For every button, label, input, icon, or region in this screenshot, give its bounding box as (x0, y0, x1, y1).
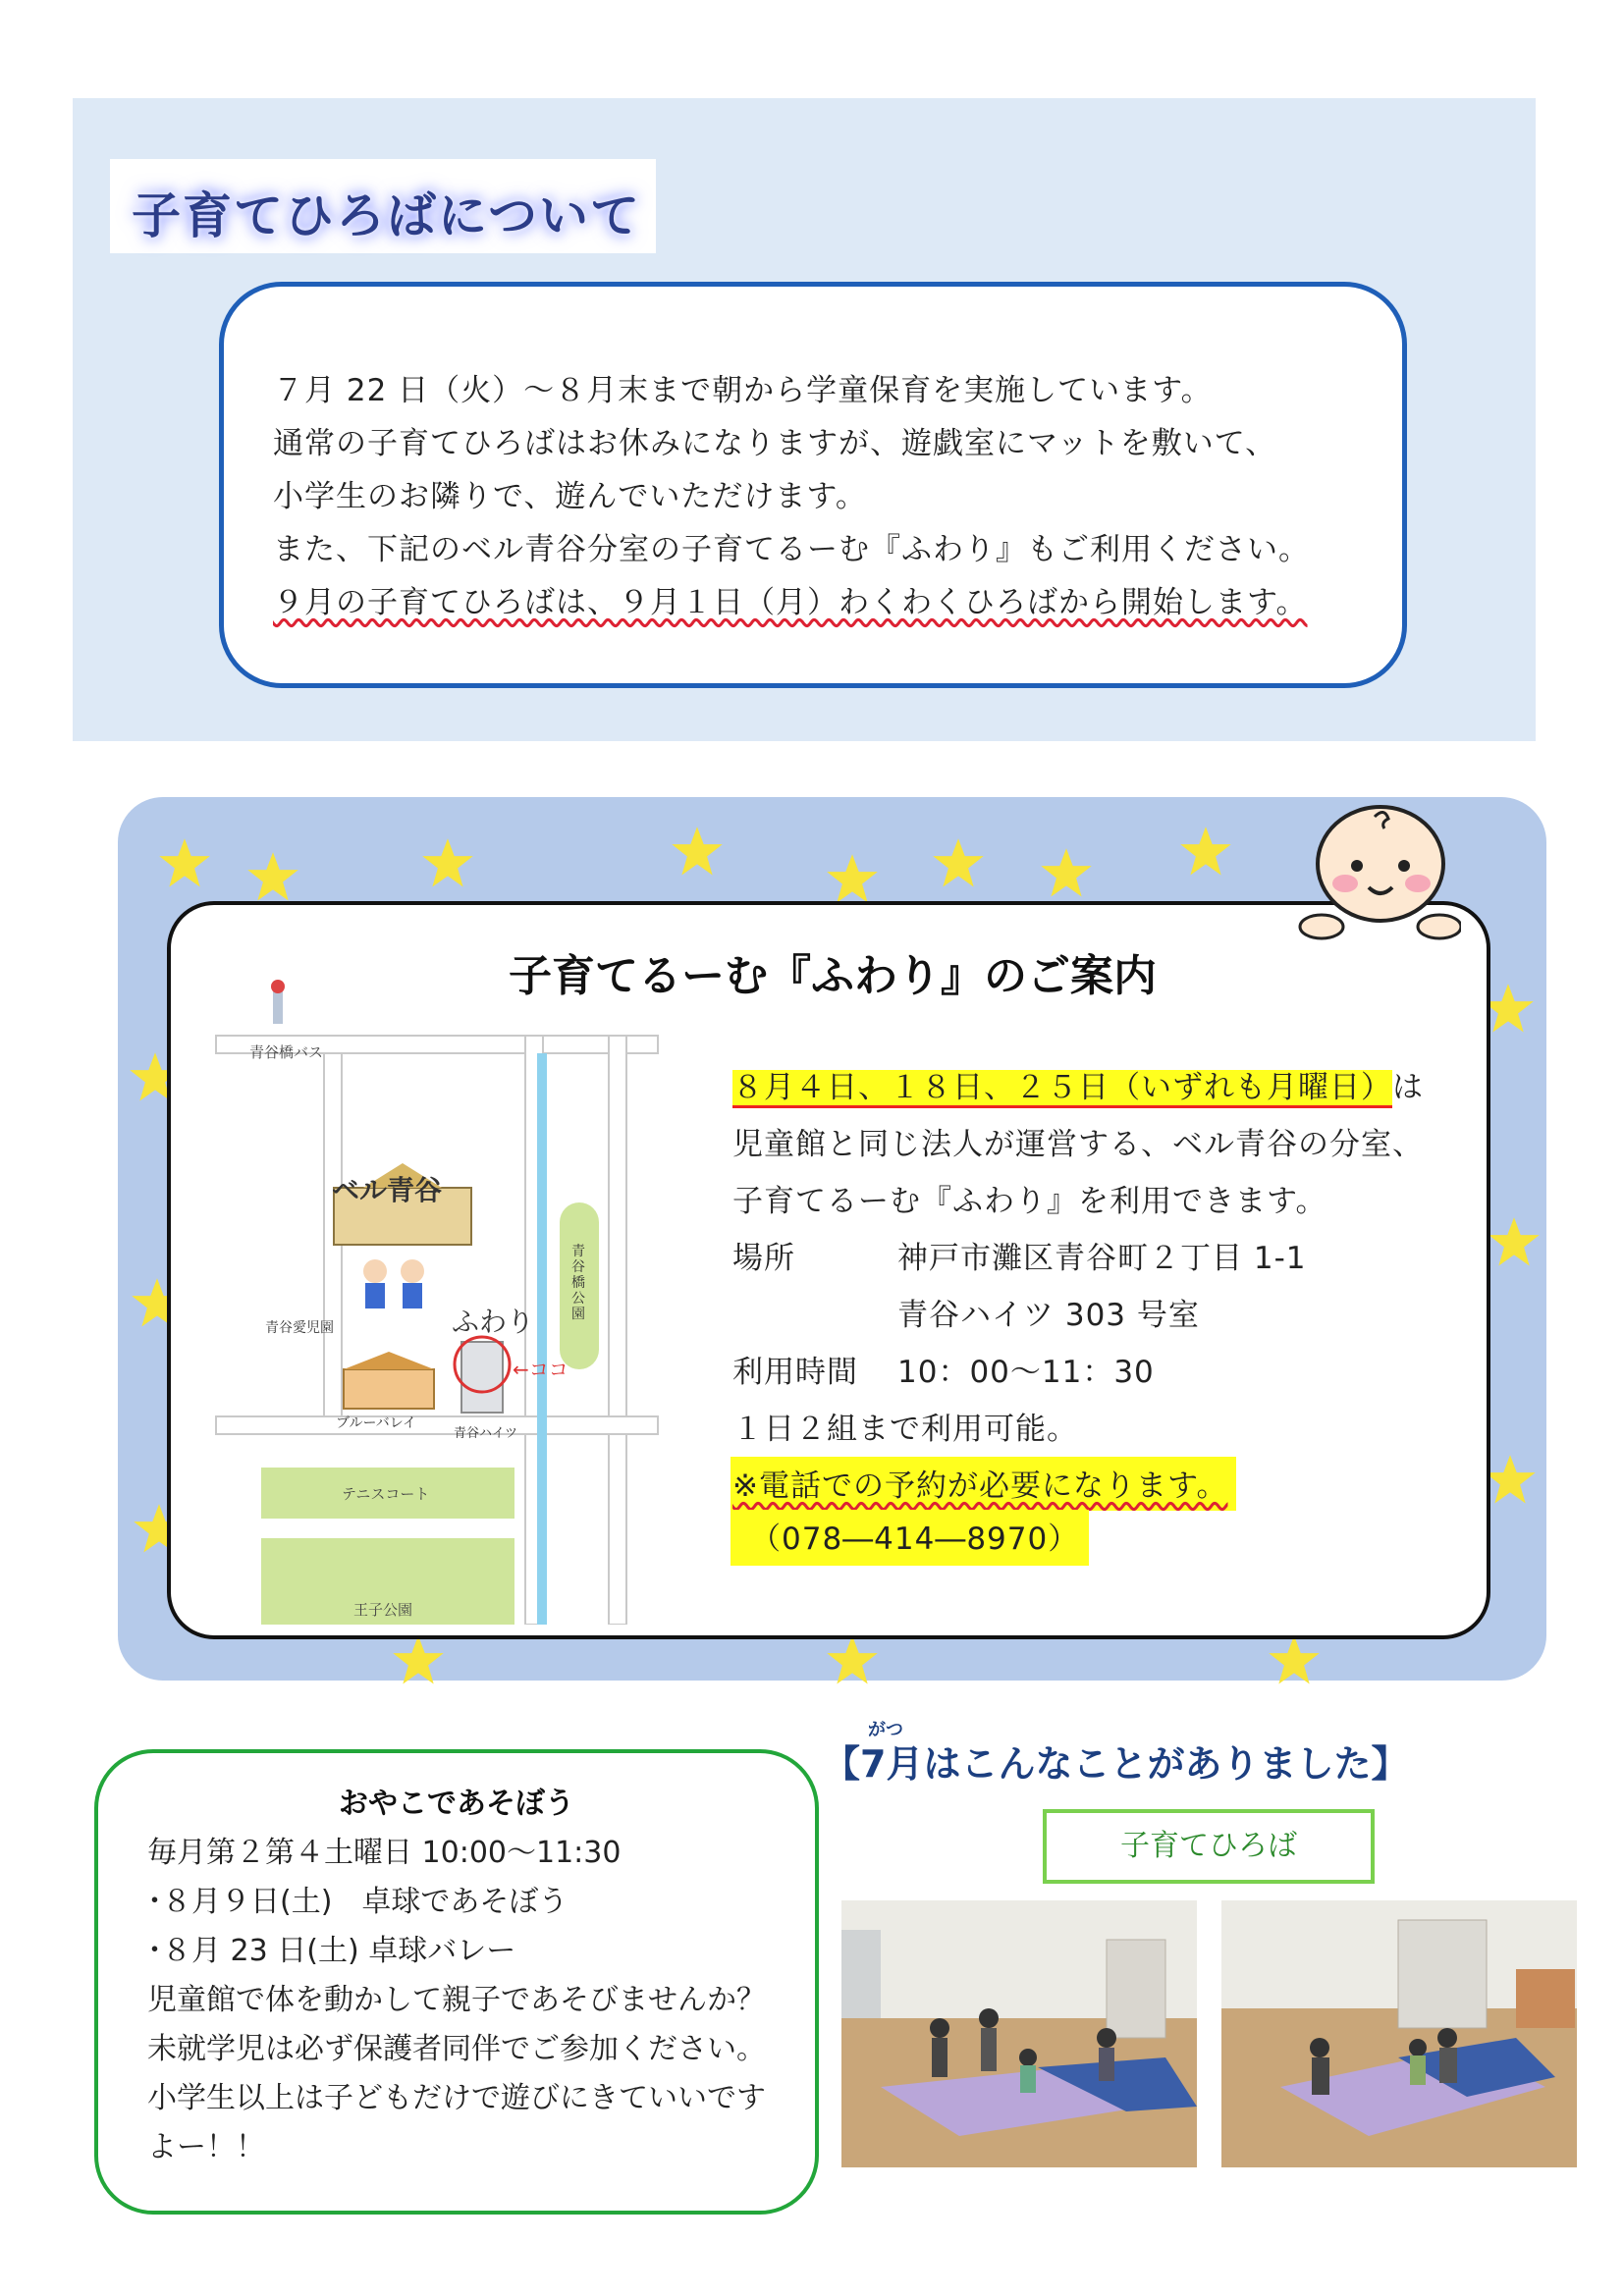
map-oji-park-label: 王子公園 (353, 1601, 413, 1619)
fuwari-map (206, 977, 719, 1625)
map-bell-label: ベル青谷 (332, 1174, 443, 1206)
star-icon (931, 836, 986, 891)
oyako-line-1: 毎月第２第４土曜日 10:00～11:30 (147, 1836, 622, 1870)
intro-line-5: ９月の子育てひろばは、９月１日（月）わくわくひろばから開始します。 (273, 585, 1308, 620)
photo-1 (841, 1900, 1197, 2167)
star-icon (1178, 825, 1233, 880)
star-icon (245, 850, 300, 905)
july-title: 【7月はこんなことがありました】 (823, 1742, 1409, 1786)
intro-line-3: 小学生のお隣りで、遊んでいただけます。 (273, 479, 867, 514)
hours-value: 10：00～11：30 (897, 1355, 1155, 1390)
star-icon (670, 825, 725, 880)
oyako-line-5: 未就学児は必ず保護者同伴でご参加ください。 (147, 2032, 766, 2066)
place-label: 場所 (732, 1241, 795, 1276)
intro-line-1: ７月 22 日（火）～８月末まで朝から学童保育を実施しています。 (273, 373, 1213, 408)
star-icon (825, 1633, 880, 1688)
intro-line-4: また、下記のベル青谷分室の子育てるーむ『ふわり』もご利用ください。 (273, 532, 1310, 567)
map-bus-stop-label: 青谷橋バス (249, 1043, 324, 1061)
july-ruby: がつ (868, 1720, 903, 1740)
oyako-line-4: 児童館で体を動かして親子であそびませんか？ (147, 1983, 766, 2017)
intro-title: 子育てひろばについて (132, 187, 641, 244)
map-park-vertical-label: 青谷橋公園 (571, 1244, 585, 1322)
intro-line-2: 通常の子育てひろばはお休みになりますが、遊戯室にマットを敷いて、 (273, 426, 1277, 461)
map-here-label: ←ココ (513, 1358, 568, 1381)
fuwari-dates-suffix: は (1392, 1070, 1424, 1105)
intro-title-box (110, 159, 656, 253)
oyako-box (94, 1749, 819, 2215)
hours-label: 利用時間 (732, 1355, 858, 1390)
fuwari-line-3: 子育てるーむ『ふわり』を利用できます。 (732, 1184, 1327, 1219)
map-heights-label: 青谷ハイツ (454, 1426, 518, 1441)
hiroba-label: 子育てひろば (1043, 1809, 1375, 1884)
map-nursery-label: 青谷愛児園 (265, 1320, 334, 1336)
star-icon (1487, 1215, 1542, 1270)
fuwari-title: 子育てるーむ『ふわり』のご案内 (509, 951, 1157, 1001)
intro-notice-box (219, 282, 1407, 688)
oyako-line-6: 小学生以上は子どもだけで遊びにきていいです (147, 2081, 766, 2115)
map-blue-valley-label: ブルーバレイ (336, 1415, 417, 1431)
fuwari-line-2: 児童館と同じ法人が運営する、ベル青谷の分室、 (732, 1127, 1424, 1162)
oyako-line-2: ･８月９日(土) 卓球であそぼう (147, 1885, 568, 1919)
oyako-title: おやこであそぼう (339, 1787, 574, 1821)
map-tennis-label: テニスコート (342, 1485, 430, 1503)
reservation-note: ※電話での予約が必要になります。 (731, 1457, 1236, 1511)
place-value-1: 神戸市灘区青谷町２丁目 1-1 (897, 1241, 1307, 1276)
baby-face-icon (1294, 793, 1461, 940)
star-icon (1267, 1633, 1322, 1688)
star-icon (157, 836, 212, 891)
place-value-2: 青谷ハイツ 303 号室 (897, 1298, 1200, 1333)
phone-number: （078―414―8970） (731, 1510, 1089, 1566)
star-icon (1483, 1453, 1538, 1508)
star-icon (391, 1633, 446, 1688)
map-fuwari-label: ふわり (452, 1306, 535, 1338)
fuwari-dates: ８月４日、１８日、２５日（いずれも月曜日） (732, 1070, 1392, 1108)
photo-2 (1221, 1900, 1577, 2167)
star-icon (420, 836, 475, 891)
star-icon (1039, 846, 1094, 901)
oyako-line-3: ･８月 23 日(土) 卓球バレー (147, 1934, 516, 1968)
star-icon (825, 852, 880, 907)
oyako-line-7: よー！！ (147, 2130, 265, 2164)
capacity-text: １日２組まで利用可能。 (732, 1412, 1078, 1447)
